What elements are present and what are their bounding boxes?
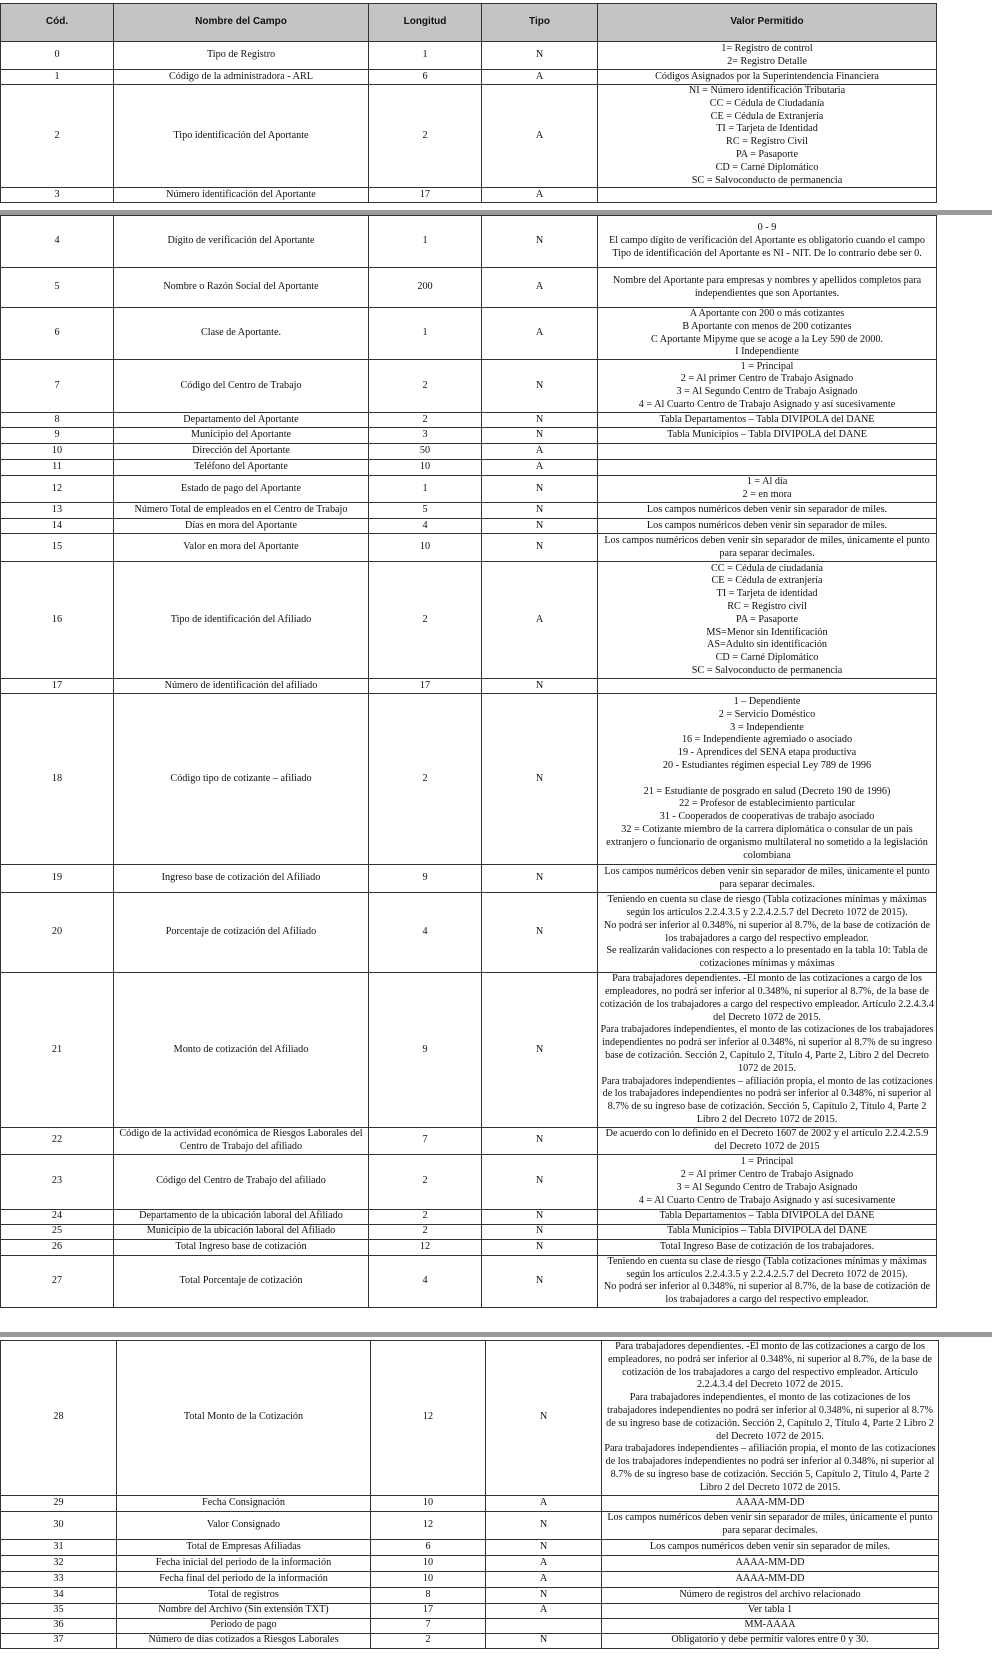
longitud-cell: 10 [371,1495,486,1511]
valor-cell: AAAA-MM-DD [602,1555,939,1571]
longitud-cell: 2 [369,1209,482,1224]
tipo-cell: N [482,694,598,865]
table-row [1,1618,939,1633]
longitud-cell: 6 [371,1539,486,1555]
tipo-cell: A [486,1603,602,1618]
tipo-cell: N [482,476,598,503]
nombre-cell: Número de días cotizados a Riesgos Laborales [117,1633,371,1648]
valor-cell: Códigos Asignados por la Superintendencia Financiera [598,70,937,85]
nombre-cell: Tipo de Registro [114,42,369,70]
valor-cell: AAAA-MM-DD [602,1495,939,1511]
valor-cell: 1 = Principal 2 = Al primer Centro de Trabajo Asignado 3 = Al Segundo Centro de Trabajo Asignado 4 = Al Cuarto Centro de Trabajo Asignado y así sucesivamente [598,1154,937,1209]
valor-cell: A Aportante con 200 o más cotizantes B Aportante con menos de 200 cotizantes C Aportante Mipyme que se acoge a la Ley 590 de 2000. I Independiente [598,308,937,360]
cod-cell: 26 [1,1239,114,1255]
header-longitud: Longitud [369,4,482,42]
valor-cell: Para trabajadores dependientes. -El monto de las cotizaciones a cargo de los empleadores, no podrá ser inferior al 0.348%, ni superior al 8.7%, de la base de cotización de los trabajadores a cargo del respectivo empleador. Artículo 2.2.4.3.4 del Decreto 1072 de 2015. Para trabajadores independientes, el monto de las cotizaciones de los trabajadores independientes no podrá ser inferior al 0.348%, ni superior al 8.7% de su ingreso base de cotización. Sección 2, Capítulo 2, Título 4, Parte 2, Libro 2 del Decreto 1072 de 2015. Para trabajadores independientes – afiliación propia, el monto de las cotizaciones de los trabajadores independientes no podrá ser inferior al 0.348%, ni superior al 8.7% de su ingreso base de cotización. Sección 5, Capítulo 2, Título 4, Parte 2 Libro 2 del Decreto 1072 de 2015. [598,973,937,1128]
cod-cell: 34 [1,1587,117,1603]
longitud-cell: 1 [369,308,482,360]
table-row [1,444,937,460]
longitud-cell: 2 [369,694,482,865]
table-row [1,413,937,428]
cod-cell: 17 [1,679,114,694]
longitud-cell: 2 [369,1224,482,1239]
longitud-cell: 2 [369,360,482,413]
table-row [1,1633,939,1648]
nombre-cell: Número de identificación del afiliado [114,679,369,694]
nombre-cell: Estado de pago del Aportante [114,476,369,503]
valor-cell: MM-AAAA [602,1618,939,1633]
valor-cell: CC = Cédula de ciudadanía CE = Cédula de extranjería TI = Tarjeta de identidad RC = Registro civil PA = Pasaporte MS=Menor sin Identificación AS=Adulto sin identificación CD = Carné Diplomático SC = Salvoconducto de permanencia [598,562,937,679]
tipo-cell: A [486,1571,602,1587]
nombre-cell: Valor Consignado [117,1511,371,1539]
cod-cell: 27 [1,1255,114,1307]
valor-cell: Tabla Municipios – Tabla DIVIPOLA del DANE [598,1224,937,1239]
cod-cell: 22 [1,1127,114,1154]
tipo-cell: N [482,216,598,268]
longitud-cell: 2 [369,413,482,428]
valor-cell: Teniendo en cuenta su clase de riesgo (Tabla cotizaciones mínimas y máximas según los artículos 2.2.4.3.5 y 2.2.4.2.5.7 del Decreto 1072 de 2015). No podrá ser inferior al 0.348%, ni superior al 8.7%, de la base de cotización de los trabajadores a cargo del respectivo empleador. [598,1255,937,1307]
table-row [1,42,937,70]
field-table-part-3 [0,1340,939,1649]
table-row [1,1571,939,1587]
cod-cell: 15 [1,534,114,562]
nombre-cell: Número identificación del Aportante [114,188,369,203]
nombre-cell: Fecha Consignación [117,1495,371,1511]
cod-cell: 4 [1,216,114,268]
table-row [1,476,937,503]
nombre-cell: Total Monto de la Cotización [117,1341,371,1496]
cod-cell: 23 [1,1154,114,1209]
tipo-cell: N [486,1341,602,1496]
table-row [1,1341,939,1496]
tipo-cell: N [482,679,598,694]
cod-cell: 6 [1,308,114,360]
longitud-cell: 7 [369,1127,482,1154]
nombre-cell: Código de la actividad económica de Riesgos Laborales del Centro de Trabajo del afiliado [114,1127,369,1154]
nombre-cell: Total Porcentaje de cotización [114,1255,369,1307]
nombre-cell: Departamento del Aportante [114,413,369,428]
table-row [1,519,937,534]
tipo-cell: N [482,519,598,534]
table-row [1,268,937,308]
valor-cell: Los campos numéricos deben venir sin separador de miles, únicamente el punto para separar decimales. [598,865,937,893]
valor-cell: 1 – Dependiente 2 = Servicio Doméstico 3 = Independiente 16 = Independiente agremiado o asociado 19 - Aprendices del SENA etapa productiva 20 - Estudiantes régimen especial Ley 789 de 1996 21 = Estudiante de posgrado en salud (Decreto 190 de 1996) 22 = Profesor de establecimiento particular 31 - Cooperados de cooperativas de trabajo asociado 32 = Cotizante miembro de la carrera diplomática o consular de un país extranjero o funcionario de organismo multilateral no sometido a la legislación colombiana [598,694,937,865]
valor-cell: Los campos numéricos deben venir sin separador de miles. [598,503,937,519]
cod-cell: 24 [1,1209,114,1224]
cod-cell: 14 [1,519,114,534]
longitud-cell: 2 [369,562,482,679]
table-row [1,1511,939,1539]
tipo-cell: N [482,42,598,70]
table-row [1,428,937,444]
nombre-cell: Días en mora del Aportante [114,519,369,534]
longitud-cell: 3 [369,428,482,444]
cod-cell: 35 [1,1603,117,1618]
cod-cell: 3 [1,188,114,203]
cod-cell: 21 [1,973,114,1128]
cod-cell: 25 [1,1224,114,1239]
longitud-cell: 12 [371,1341,486,1496]
valor-cell: De acuerdo con lo definido en el Decreto 1607 de 2002 y el artículo 2.2.4.2.5.9 del Decreto 1072 de 2015 [598,1127,937,1154]
longitud-cell: 5 [369,503,482,519]
header-tipo: Tipo [482,4,598,42]
nombre-cell: Código del Centro de Trabajo del afiliado [114,1154,369,1209]
table-row [1,562,937,679]
longitud-cell: 12 [369,1239,482,1255]
nombre-cell: Periodo de pago [117,1618,371,1633]
tipo-cell: N [482,1239,598,1255]
table-row [1,893,937,973]
longitud-cell: 2 [369,85,482,188]
longitud-cell: 1 [369,42,482,70]
longitud-cell: 10 [371,1555,486,1571]
valor-cell: 0 - 9 El campo dígito de verificación del Aportante es obligatorio cuando el campo Tipo de identificación del Aportante es NI - NIT. De lo contrario debe ser 0. [598,216,937,268]
cod-cell: 10 [1,444,114,460]
valor-cell: 1= Registro de control 2= Registro Detalle [598,42,937,70]
table-row [1,188,937,203]
longitud-cell: 10 [369,460,482,476]
header-cod: Cód. [1,4,114,42]
table-row [1,1209,937,1224]
nombre-cell: Teléfono del Aportante [114,460,369,476]
longitud-cell: 4 [369,1255,482,1307]
tipo-cell: N [482,428,598,444]
valor-cell: Nombre del Aportante para empresas y nombres y apellidos completos para independientes que son Aportantes. [598,268,937,308]
table-row [1,534,937,562]
tipo-cell: N [482,503,598,519]
cod-cell: 2 [1,85,114,188]
valor-cell [598,460,937,476]
valor-cell: Número de registros del archivo relacionado [602,1587,939,1603]
cod-cell: 36 [1,1618,117,1633]
nombre-cell: Número Total de empleados en el Centro de Trabajo [114,503,369,519]
longitud-cell: 50 [369,444,482,460]
page-break-divider [0,1332,992,1337]
cod-cell: 19 [1,865,114,893]
table-row [1,679,937,694]
longitud-cell: 9 [369,865,482,893]
longitud-cell: 200 [369,268,482,308]
tipo-cell: A [482,562,598,679]
table-row [1,973,937,1128]
table-row [1,1555,939,1571]
valor-cell: AAAA-MM-DD [602,1571,939,1587]
cod-cell: 33 [1,1571,117,1587]
nombre-cell: Código de la administradora - ARL [114,70,369,85]
tipo-cell: A [482,308,598,360]
table-row [1,85,937,188]
table-row [1,1127,937,1154]
table-row [1,70,937,85]
valor-cell: Para trabajadores dependientes. -El monto de las cotizaciones a cargo de los empleadores, no podrá ser inferior al 0.348%, ni superior al 8.7%, de la base de cotización de los trabajadores a cargo del respectivo empleador. Artículo 2.2.4.3.4 del Decreto 1072 de 2015. Para trabajadores independientes, el monto de las cotizaciones de los trabajadores independientes no podrá ser inferior al 0.348%, ni superior al 8.7% de su ingreso base de cotización. Sección 2, Capítulo 2, Título 4, Parte 2 Libro 2 del Decreto 1072 de 2015. Para trabajadores independientes – afiliación propia, el monto de las cotizaciones de los trabajadores independientes no podrá ser inferior al 0.348%, ni superior al 8.7% de su ingreso base de cotización. Sección 5, Capítulo 2, Título 4, Parte 2 Libro 2 del Decreto 1072 de 2015. [602,1341,939,1496]
longitud-cell: 17 [369,679,482,694]
nombre-cell: Dígito de verificación del Aportante [114,216,369,268]
table-row [1,1539,939,1555]
cod-cell: 37 [1,1633,117,1648]
tipo-cell: N [482,1224,598,1239]
valor-cell: 1 = Principal 2 = Al primer Centro de Trabajo Asignado 3 = Al Segundo Centro de Trabajo Asignado 4 = Al Cuarto Centro de Trabajo Asignado y así sucesivamente [598,360,937,413]
table-row [1,460,937,476]
longitud-cell: 10 [369,534,482,562]
table-row [1,503,937,519]
cod-cell: 9 [1,428,114,444]
table-row [1,865,937,893]
cod-cell: 28 [1,1341,117,1496]
cod-cell: 30 [1,1511,117,1539]
cod-cell: 11 [1,460,114,476]
longitud-cell: 1 [369,216,482,268]
table-row [1,1224,937,1239]
nombre-cell: Valor en mora del Aportante [114,534,369,562]
valor-cell: Los campos numéricos deben venir sin separador de miles. [598,519,937,534]
cod-cell: 32 [1,1555,117,1571]
nombre-cell: Municipio de la ubicación laboral del Afiliado [114,1224,369,1239]
nombre-cell: Código del Centro de Trabajo [114,360,369,413]
nombre-cell: Clase de Aportante. [114,308,369,360]
table-row [1,216,937,268]
field-table-part-2 [0,215,937,1308]
cod-cell: 20 [1,893,114,973]
nombre-cell: Total de registros [117,1587,371,1603]
longitud-cell: 2 [371,1633,486,1648]
valor-cell: Obligatorio y debe permitir valores entre 0 y 30. [602,1633,939,1648]
header-valor: Valor Permitido [598,4,937,42]
longitud-cell: 17 [369,188,482,203]
nombre-cell: Monto de cotización del Afiliado [114,973,369,1128]
table-row [1,694,937,865]
valor-cell [598,188,937,203]
cod-cell: 18 [1,694,114,865]
header-nombre: Nombre del Campo [114,4,369,42]
valor-cell: Los campos numéricos deben venir sin separador de miles, únicamente el punto para separar decimales. [602,1511,939,1539]
valor-cell: Tabla Municipios – Tabla DIVIPOLA del DANE [598,428,937,444]
cod-cell: 1 [1,70,114,85]
cod-cell: 29 [1,1495,117,1511]
valor-cell: Los campos numéricos deben venir sin separador de miles. [602,1539,939,1555]
longitud-cell: 4 [369,893,482,973]
longitud-cell: 10 [371,1571,486,1587]
cod-cell: 16 [1,562,114,679]
longitud-cell: 12 [371,1511,486,1539]
longitud-cell: 2 [369,1154,482,1209]
tipo-cell: N [486,1633,602,1648]
table-row [1,1603,939,1618]
table-row [1,1255,937,1307]
valor-cell: Ver tabla 1 [602,1603,939,1618]
cod-cell: 31 [1,1539,117,1555]
nombre-cell: Porcentaje de cotización del Afiliado [114,893,369,973]
tipo-cell: N [482,865,598,893]
tipo-cell: N [482,1154,598,1209]
valor-cell: Teniendo en cuenta su clase de riesgo (Tabla cotizaciones mínimas y máximas según los artículos 2.2.4.3.5 y 2.2.4.2.5.7 del Decreto 1072 de 2015). No podrá ser inferior al 0.348%, ni superior al 8.7%, de la base de cotización de los trabajadores a cargo del respectivo empleador. Se realizarán validaciones con respecto a lo presentado en la tabla 10: Tabla de cotizaciones mínimas y máximas [598,893,937,973]
cod-cell: 12 [1,476,114,503]
tipo-cell: N [486,1539,602,1555]
valor-cell: Tabla Departamentos – Tabla DIVIPOLA del DANE [598,1209,937,1224]
tipo-cell: N [486,1511,602,1539]
valor-cell: 1 = Al día 2 = en mora [598,476,937,503]
tipo-cell: N [482,413,598,428]
table-row [1,1154,937,1209]
valor-cell: Total Ingreso Base de cotización de los trabajadores. [598,1239,937,1255]
valor-cell: NI = Número identificación Tributaria CC = Cédula de Ciudadanía CE = Cédula de Extranjería TI = Tarjeta de Identidad RC = Registro Civil PA = Pasaporte CD = Carné Diplomático SC = Salvoconducto de permanencia [598,85,937,188]
nombre-cell: Tipo de identificación del Afiliado [114,562,369,679]
tipo-cell: A [482,70,598,85]
valor-cell: Tabla Departamentos – Tabla DIVIPOLA del DANE [598,413,937,428]
cod-cell: 7 [1,360,114,413]
table-row [1,1239,937,1255]
header-row [1,4,937,42]
table-row [1,360,937,413]
nombre-cell: Total de Empresas Afiliadas [117,1539,371,1555]
tipo-cell: N [482,360,598,413]
longitud-cell: 17 [371,1603,486,1618]
cod-cell: 8 [1,413,114,428]
nombre-cell: Dirección del Aportante [114,444,369,460]
longitud-cell: 1 [369,476,482,503]
tipo-cell: N [482,1255,598,1307]
table-row [1,1587,939,1603]
nombre-cell: Departamento de la ubicación laboral del Afiliado [114,1209,369,1224]
nombre-cell: Tipo identificación del Aportante [114,85,369,188]
tipo-cell: A [486,1495,602,1511]
longitud-cell: 6 [369,70,482,85]
tipo-cell: N [482,1127,598,1154]
longitud-cell: 4 [369,519,482,534]
tipo-cell: A [486,1555,602,1571]
nombre-cell: Municipio del Aportante [114,428,369,444]
tipo-cell: A [482,85,598,188]
valor-cell [598,444,937,460]
tipo-cell: A [482,460,598,476]
cod-cell: 5 [1,268,114,308]
cod-cell: 0 [1,42,114,70]
valor-cell [598,679,937,694]
nombre-cell: Código tipo de cotizante – afiliado [114,694,369,865]
tipo-cell [486,1618,602,1633]
tipo-cell: A [482,268,598,308]
field-table-part-1 [0,3,937,203]
tipo-cell: N [486,1587,602,1603]
nombre-cell: Fecha inicial del periodo de la información [117,1555,371,1571]
nombre-cell: Nombre o Razón Social del Aportante [114,268,369,308]
tipo-cell: N [482,973,598,1128]
tipo-cell: A [482,188,598,203]
tipo-cell: N [482,534,598,562]
valor-cell: Los campos numéricos deben venir sin separador de miles, únicamente el punto para separar decimales. [598,534,937,562]
nombre-cell: Total Ingreso base de cotización [114,1239,369,1255]
tipo-cell: A [482,444,598,460]
table-row [1,308,937,360]
longitud-cell: 8 [371,1587,486,1603]
cod-cell: 13 [1,503,114,519]
table-row [1,1495,939,1511]
tipo-cell: N [482,893,598,973]
longitud-cell: 7 [371,1618,486,1633]
longitud-cell: 9 [369,973,482,1128]
nombre-cell: Fecha final del periodo de la información [117,1571,371,1587]
nombre-cell: Nombre del Archivo (Sin extensión TXT) [117,1603,371,1618]
nombre-cell: Ingreso base de cotización del Afiliado [114,865,369,893]
tipo-cell: N [482,1209,598,1224]
